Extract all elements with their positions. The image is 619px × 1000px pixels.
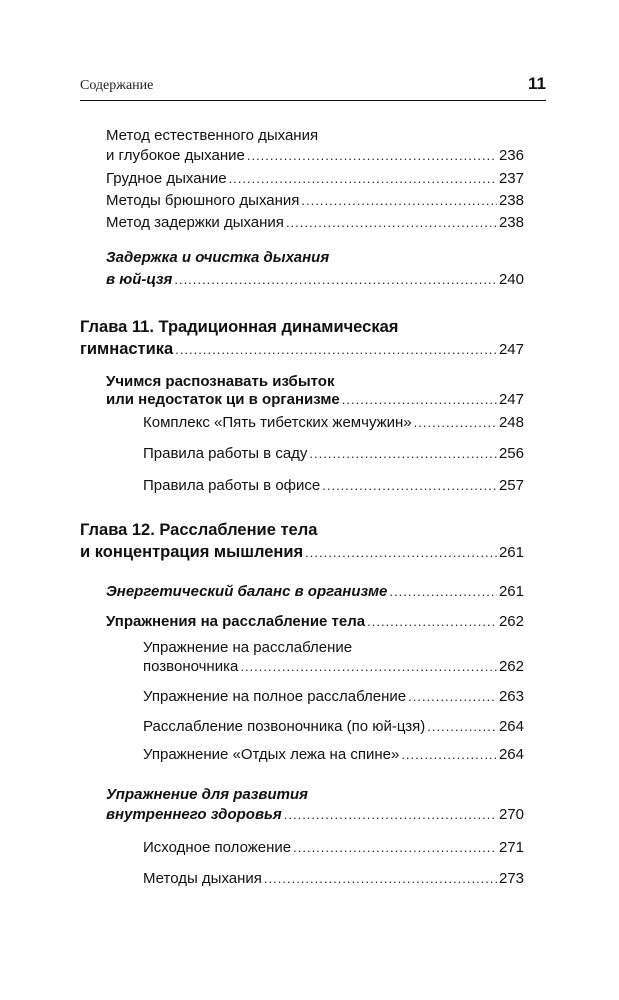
- toc-entry-title: Учимся распознавать избыток: [106, 373, 335, 390]
- leader-dots: [401, 743, 497, 767]
- toc-section[interactable]: [106, 388, 524, 412]
- toc-entry-title: Правила работы в саду: [143, 445, 308, 462]
- toc-page-number: 247: [498, 341, 524, 358]
- toc-entry-title: Исходное положение: [143, 839, 292, 856]
- toc-page-number: 264: [498, 718, 524, 735]
- leader-dots: [293, 836, 497, 860]
- toc-entry[interactable]: [143, 715, 524, 739]
- toc-page-number: 270: [498, 806, 524, 823]
- leader-dots: [286, 211, 497, 235]
- toc-entry-title: Метод задержки дыхания: [106, 214, 284, 231]
- toc-page-number: 248: [498, 414, 524, 431]
- toc-section[interactable]: [106, 610, 524, 634]
- toc-entry-title: и глубокое дыхание: [106, 147, 245, 164]
- toc-entry[interactable]: [143, 411, 524, 435]
- toc-entry[interactable]: [143, 685, 524, 709]
- toc-page-number: 256: [498, 445, 524, 462]
- toc-subsection[interactable]: [106, 803, 524, 827]
- toc-subsection[interactable]: [106, 580, 524, 604]
- header-rule: [80, 100, 546, 101]
- toc-entry-title: Упражнение для развития: [106, 786, 308, 803]
- chapter-title: и концентрация мышления: [80, 543, 304, 561]
- toc-page-number: 238: [498, 192, 524, 209]
- leader-dots: [240, 655, 497, 679]
- toc-entry-title: позвоночника: [143, 658, 239, 675]
- toc-entry-title: Методы брюшного дыхания: [106, 192, 300, 209]
- toc-page-number: 262: [498, 658, 524, 675]
- leader-dots: [322, 474, 497, 498]
- leader-dots: [175, 338, 497, 362]
- toc-entry[interactable]: [106, 211, 524, 235]
- toc-entry-title: Методы дыхания: [143, 870, 262, 887]
- toc-entry-title: в юй-цзя: [106, 271, 173, 288]
- toc-page-number: 264: [498, 746, 524, 763]
- leader-dots: [229, 167, 497, 191]
- chapter-title: гимнастика: [80, 340, 174, 358]
- toc-entry[interactable]: [143, 743, 524, 767]
- toc-entry-title: Задержка и очистка дыхания: [106, 249, 330, 266]
- toc-entry[interactable]: [143, 442, 524, 466]
- toc-page-number: 238: [498, 214, 524, 231]
- toc-page-number: 237: [498, 170, 524, 187]
- toc-entry-title: Расслабление позвоночника (по юй-цзя): [143, 718, 426, 735]
- leader-dots: [367, 610, 497, 634]
- toc-page-number: 247: [498, 391, 524, 408]
- toc-subsection[interactable]: [106, 246, 524, 270]
- toc-entry-title: Грудное дыхание: [106, 170, 227, 187]
- toc-entry-title: или недостаток ци в организме: [106, 391, 340, 408]
- leader-dots: [414, 411, 497, 435]
- leader-dots: [305, 541, 497, 565]
- toc-page-number: 261: [498, 544, 524, 561]
- toc-entry-title: Метод естественного дыхания: [106, 127, 319, 144]
- leader-dots: [408, 685, 497, 709]
- toc-entry-title: Правила работы в офисе: [143, 477, 321, 494]
- leader-dots: [301, 189, 497, 213]
- toc-page-number: 262: [498, 613, 524, 630]
- toc-subsection[interactable]: [106, 268, 524, 292]
- leader-dots: [427, 715, 497, 739]
- toc-entry-title: внутреннего здоровья: [106, 806, 282, 823]
- toc-page-number: 236: [498, 147, 524, 164]
- toc-entry[interactable]: [106, 144, 524, 168]
- toc-entry-title: Комплекс «Пять тибетских жемчужин»: [143, 414, 412, 431]
- toc-entry-title: Упражнения на расслабление тела: [106, 613, 366, 630]
- toc-page-number: 261: [498, 583, 524, 600]
- toc-entry[interactable]: [143, 867, 524, 891]
- leader-dots: [174, 268, 497, 292]
- leader-dots: [309, 442, 497, 466]
- toc-chapter[interactable]: [80, 518, 524, 542]
- header-title: Содержание: [80, 78, 154, 93]
- toc-page-number: 273: [498, 870, 524, 887]
- leader-dots: [247, 144, 497, 168]
- toc-entry-title: Энергетический баланс в организме: [106, 583, 388, 600]
- toc-entry[interactable]: [143, 836, 524, 860]
- toc-page-number: 257: [498, 477, 524, 494]
- toc-chapter[interactable]: [80, 540, 524, 564]
- leader-dots: [342, 388, 497, 412]
- chapter-title: Глава 11. Традиционная динамическая: [80, 318, 399, 336]
- toc-page-number: 271: [498, 839, 524, 856]
- chapter-title: Глава 12. Расслабление тела: [80, 521, 318, 539]
- toc-page-number: 240: [498, 271, 524, 288]
- toc-entry[interactable]: [106, 167, 524, 191]
- toc-entry-title: Упражнение на расслабление: [143, 639, 353, 656]
- running-header: [80, 74, 546, 98]
- toc-chapter[interactable]: [80, 337, 524, 361]
- page-number: 11: [528, 74, 546, 93]
- leader-dots: [264, 867, 497, 891]
- toc-entry[interactable]: [143, 655, 524, 679]
- toc-entry[interactable]: [143, 474, 524, 498]
- toc-page-number: 263: [498, 688, 524, 705]
- leader-dots: [389, 580, 497, 604]
- toc-chapter[interactable]: [80, 315, 524, 339]
- leader-dots: [284, 803, 497, 827]
- toc-entry-title: Упражнение на полное расслабление: [143, 688, 407, 705]
- toc-entry[interactable]: [106, 189, 524, 213]
- toc-entry-title: Упражнение «Отдых лежа на спине»: [143, 746, 400, 763]
